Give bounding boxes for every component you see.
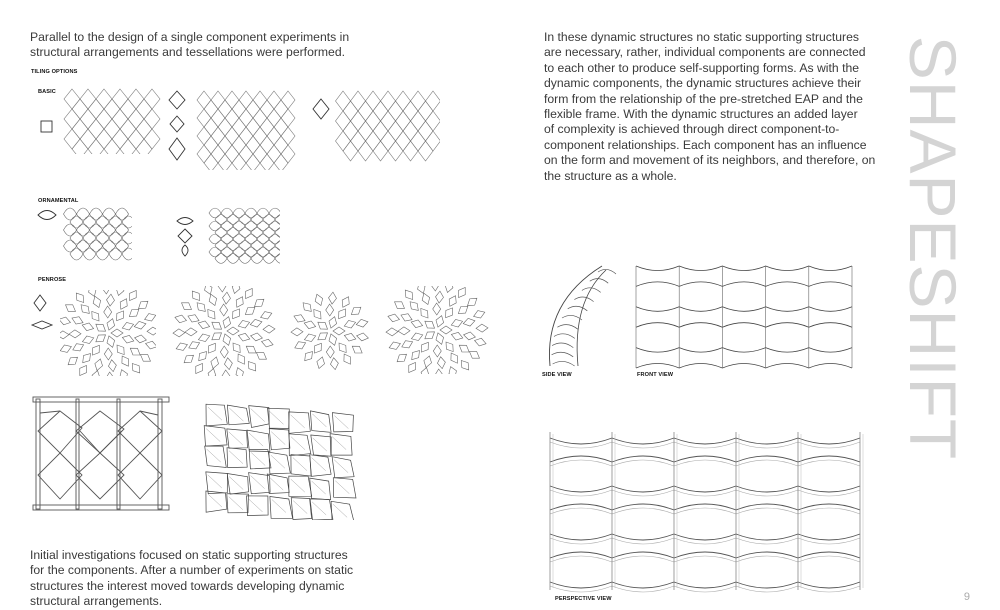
body-line: component relationships. Each component has an influence [544, 137, 867, 152]
body-paragraph [544, 30, 875, 184]
ornamental-tiling-figure [62, 206, 132, 262]
intro-line: Parallel to the design of a single component experiments in [30, 30, 350, 44]
basic-label: BASIC [38, 89, 56, 95]
basic-square-key-icon [38, 118, 58, 138]
body-line: to each other to produce self-supporting forms. As with the [544, 60, 860, 75]
ornamental-key-icon [36, 207, 58, 223]
basic-rhombus-tiling-figure [196, 90, 296, 170]
front-view-figure [634, 264, 854, 370]
penrose-keys-icon [30, 293, 54, 333]
side-view-label: SIDE VIEW [542, 372, 572, 378]
front-view-label: FRONT VIEW [637, 372, 674, 378]
perspective-view-figure [542, 424, 868, 594]
body-line: dynamic components, the dynamic structures achieve their [544, 76, 862, 91]
body-line: the structure as a whole. [544, 168, 677, 183]
body-line: of complexity is achieved through direct component-to- [544, 122, 840, 137]
body-line: form from the relationship of the pre-stretched EAP and the [544, 91, 863, 106]
penrose-tiling-figure-4 [384, 286, 490, 374]
intro-line: structural arrangements and tessellations were performed. [30, 45, 345, 60]
penrose-label: PENROSE [38, 277, 67, 283]
body-line: In these dynamic structures no static supporting structures [544, 30, 859, 44]
tiling-options-label: TILING OPTIONS [31, 69, 78, 75]
outro-line: Initial investigations focused on static supporting structures [30, 548, 348, 562]
page-title: SHAPESHIFT [896, 35, 970, 461]
body-line: flexible frame. With the dynamic structures an added layer [544, 107, 858, 122]
ornamental-dense-tiling-figure [208, 206, 280, 264]
perspective-view-label: PERSPECTIVE VIEW [555, 596, 612, 602]
penrose-tiling-figure-3 [282, 288, 378, 374]
outro-line: structures the interest moved towards developing dynamic [30, 578, 345, 593]
ornamental-label: ORNAMENTAL [38, 198, 79, 204]
page-number: 9 [963, 591, 970, 603]
outro-line: for the components. After a number of experiments on static [30, 563, 354, 578]
crumpled-tessellation-figure [196, 396, 358, 520]
body-line: on the form and movement of its neighbors, and therefore, on [544, 153, 876, 168]
basic-rhombus-keys-icon [164, 88, 190, 164]
outro-paragraph [30, 548, 353, 610]
basic-wide-tiling-figure [334, 90, 440, 162]
static-frame-structure-figure [30, 393, 172, 521]
outro-line: structural arrangements. [30, 594, 163, 609]
intro-paragraph [30, 30, 349, 61]
ornamental-keys-icon [174, 212, 196, 258]
basic-rhombus-key-icon [310, 96, 332, 122]
penrose-tiling-figure-2 [172, 286, 276, 376]
basic-square-tiling-figure [62, 88, 162, 154]
penrose-tiling-figure-1 [60, 290, 156, 376]
side-view-figure [540, 262, 620, 370]
body-line: are necessary, rather, individual components are connected [544, 45, 866, 60]
